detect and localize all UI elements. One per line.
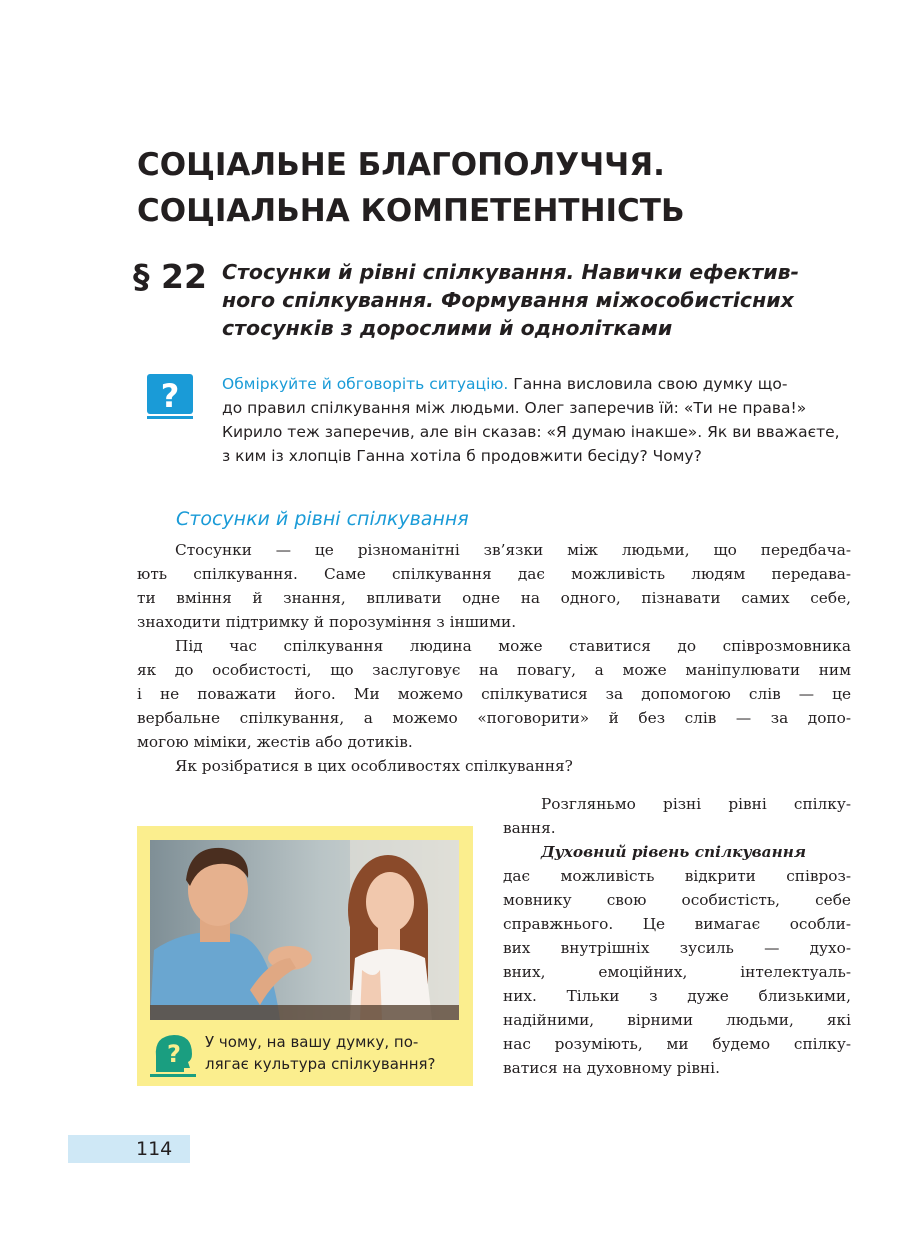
body-line: Як розібратися в цих особливостях спілкування? [175,757,573,775]
main-body-text [137,538,851,778]
paragraph-number: § 22 [133,257,207,296]
section-heading: Стосунки й рівні спілкування [176,508,469,530]
intro-line-1-rest: Ганна висловила свою думку що- [508,375,788,393]
right-line: нас розуміють, ми будемо спілку- [503,1035,851,1053]
right-column-text [503,792,851,1080]
body-line: як до особистості, що заслуговує на повагу, а може маніпулювати ним [137,661,851,679]
right-line: вання. [503,819,556,837]
intro-line-1 [222,372,862,396]
paragraph-title-line-2: ного спілкування. Формування міжособистісних [222,288,794,312]
chapter-title [137,142,857,234]
paragraph-title [222,258,862,342]
right-line: Розгляньмо різні рівні спілку- [541,795,851,813]
svg-text:?: ? [167,1040,181,1068]
right-line: вих внутрішніх зусиль — духо- [503,939,851,957]
right-line: них. Тільки з дуже близькими, [503,987,851,1005]
caption-line-2: лягає культура спілкування? [205,1055,436,1073]
intro-line-4: з ким із хлопців Ганна хотіла б продовжити бесіду? Чому? [222,447,702,465]
body-line: могою міміки, жестів або дотиків. [137,733,413,751]
page-number: 114 [136,1138,173,1160]
chapter-title-line-1: СОЦІАЛЬНЕ БЛАГОПОЛУЧЧЯ. [137,147,665,183]
body-line: ють спілкування. Саме спілкування дає можливість людям передава- [137,565,851,583]
chapter-title-line-2: СОЦІАЛЬНА КОМПЕТЕНТНІСТЬ [137,193,685,229]
paragraph-title-line-1: Стосунки й рівні спілкування. Навички ефектив- [222,260,800,284]
question-icon [147,374,193,420]
svg-text:?: ? [160,377,180,415]
question-head-icon [150,1032,196,1078]
term-spiritual-level: Духовний рівень спілкування [541,843,807,861]
paragraph-title-line-3: стосунків з дорослими й однолітками [222,316,673,340]
right-line: вних, емоційних, інтелектуаль- [503,963,851,981]
right-line: справжнього. Це вимагає особли- [503,915,851,933]
body-line: Стосунки — це різноманітні зв’язки між людьми, що передбача- [175,541,851,559]
body-line: Під час спілкування людина може ставитися до співрозмовника [175,637,851,655]
intro-line-2: до правил спілкування між людьми. Олег заперечив їй: «Ти не права!» [222,399,807,417]
right-line [503,840,851,864]
photo-two-people-talking [150,840,459,1020]
intro-line-3: Кирило теж заперечив, але він сказав: «Я думаю інакше». Як ви вважаєте, [222,423,840,441]
body-line: знаходити підтримку й порозуміння з іншими. [137,613,517,631]
caption-line-1: У чому, на вашу думку, по- [205,1033,419,1051]
right-line: надійними, вірними людьми, які [503,1011,851,1029]
intro-text [222,372,862,468]
intro-lead: Обміркуйте й обговоріть ситуацію. [222,375,509,393]
body-line: ти вміння й знання, впливати одне на одного, пізнавати самих себе, [137,589,851,607]
figure-caption [205,1031,465,1075]
right-line: ватися на духовному рівні. [503,1059,720,1077]
right-line: дає можливість відкрити співроз- [503,867,851,885]
body-line: і не поважати його. Ми можемо спілкуватися за допомогою слів — це [137,685,851,703]
body-line: вербальне спілкування, а можемо «поговорити» й без слів — за допо- [137,709,851,727]
right-line: мовнику свою особистість, себе [503,891,851,909]
